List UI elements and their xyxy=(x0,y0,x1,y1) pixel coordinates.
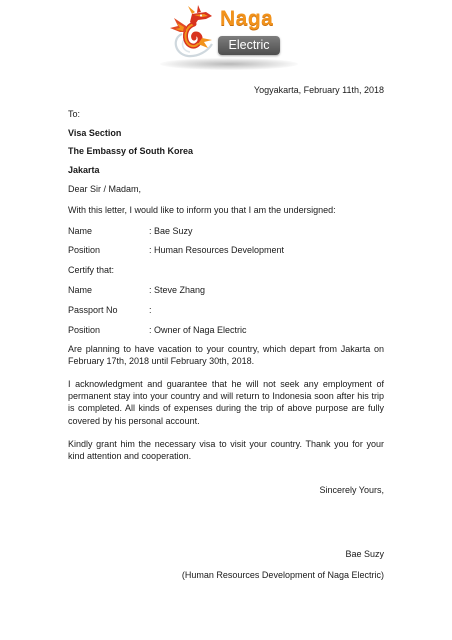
place-date: Yogyakarta, February 11th, 2018 xyxy=(253,85,384,95)
logo-subtitle-badge: Electric xyxy=(218,36,280,55)
undersigned-name-value: : Bae Suzy xyxy=(149,226,193,236)
undersigned-position-value: : Human Resources Development xyxy=(149,245,285,255)
paragraph-guarantee: I acknowledgment and guarantee that he will not seek any employment of permanent stay into your country and will return to Indonesia soon after his trip is completed. All kinds of expenses during the trip of above purpose are fully covered by his personal account. xyxy=(68,379,384,426)
logo-wordmark: Naga xyxy=(220,7,274,30)
dragon-logo-icon xyxy=(168,4,220,62)
signer-name: Bae Suzy xyxy=(345,549,384,559)
to-label: To: xyxy=(68,109,81,119)
certify-text: Certify that: xyxy=(68,265,115,275)
closing: Sincerely Yours, xyxy=(319,485,384,495)
traveler-passport-label: Passport No xyxy=(68,305,118,315)
undersigned-position-label: Position xyxy=(68,245,101,255)
traveler-position-label: Position xyxy=(68,325,101,335)
traveler-passport-value: : xyxy=(149,305,152,315)
signer-title: (Human Resources Development of Naga Electric) xyxy=(181,570,384,580)
salutation: Dear Sir / Madam, xyxy=(68,184,142,194)
recipient-line-3: Jakarta xyxy=(68,165,100,175)
recipient-line-1: Visa Section xyxy=(68,128,122,138)
paragraph-request: Kindly grant him the necessary visa to visit your country. Thank you for your kind attention and cooperation. xyxy=(68,439,384,462)
recipient-line-2: The Embassy of South Korea xyxy=(68,146,194,156)
traveler-position-value: : Owner of Naga Electric xyxy=(149,325,247,335)
traveler-name-label: Name xyxy=(68,285,93,295)
company-logo xyxy=(168,4,286,62)
undersigned-name-label: Name xyxy=(68,226,93,236)
traveler-name-value: : Steve Zhang xyxy=(149,285,206,295)
paragraph-vacation: Are planning to have vacation to your country, which depart from Jakarta on February 17th, 2018 until February 30th, 2018. xyxy=(68,344,384,367)
intro-text: With this letter, I would like to inform you that I am the undersigned: xyxy=(68,205,336,215)
